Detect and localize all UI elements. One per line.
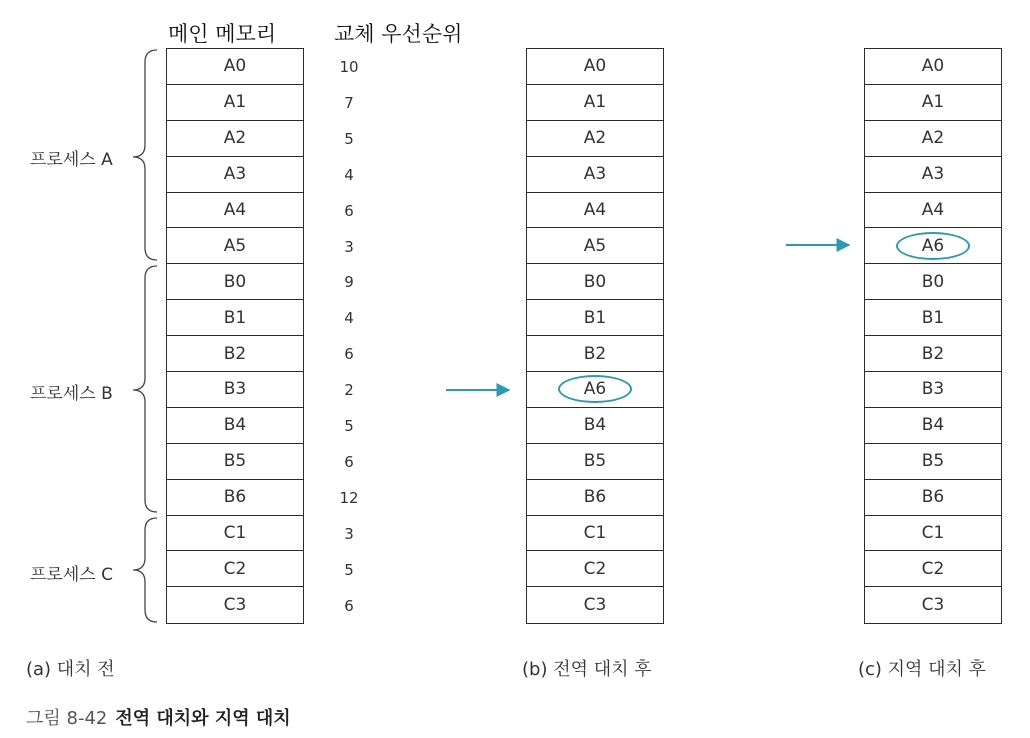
priority-value: 5: [344, 129, 354, 148]
process-c-label: 프로세스 C: [30, 565, 113, 585]
memory-cell: C3: [921, 595, 945, 616]
memory-cell: B4: [527, 408, 663, 444]
memory-cell: A0: [527, 49, 663, 85]
memory-cell: C1: [167, 516, 303, 552]
process-b-label: 프로세스 B: [30, 384, 113, 404]
memory-cell: B6: [865, 480, 1001, 516]
process-b-brace: [133, 266, 157, 512]
memory-cell: A0: [865, 49, 1001, 85]
memory-cell: A0: [167, 49, 303, 85]
memory-cell: C2: [527, 551, 663, 587]
memory-cell: B2: [865, 336, 1001, 372]
memory-cell: A1: [527, 85, 663, 121]
process-a-brace: [133, 50, 157, 260]
memory-cell: B4: [167, 408, 303, 444]
memory-cell: A2: [527, 121, 663, 157]
priority-value: 4: [344, 165, 354, 184]
process-a-label: 프로세스 A: [30, 150, 113, 170]
memory-cell: B3: [167, 372, 303, 408]
memory-cell: A6: [527, 372, 663, 408]
memory-cell: B0: [865, 264, 1001, 300]
memory-cell: B0: [527, 264, 663, 300]
memory-cell: C2: [167, 551, 303, 587]
memory-cell: C2: [865, 551, 1001, 587]
memory-cell: B1: [527, 300, 663, 336]
figure-title: 전역 대치와 지역 대치: [115, 708, 291, 729]
memory-cell: B2: [167, 336, 303, 372]
memory-cell: A1: [167, 85, 303, 121]
memory-cell: A5: [527, 228, 663, 264]
priority-value: 6: [344, 452, 354, 471]
memory-cell: B0: [167, 264, 303, 300]
memory-cell: B4: [865, 408, 1001, 444]
process-c-brace: [133, 518, 157, 622]
priority-value: 6: [344, 345, 354, 364]
memory-cell: B5: [527, 444, 663, 480]
memory-cell: A1: [865, 85, 1001, 121]
memory-cell: A3: [865, 157, 1001, 193]
figure-number: 그림 8-42: [26, 708, 108, 729]
priority-value: 5: [344, 417, 354, 435]
memory-cell: A2: [167, 121, 303, 157]
memory-cell: A5: [167, 228, 303, 264]
memory-cell: B5: [167, 444, 303, 480]
caption-global: (b) 전역 대치 후: [522, 659, 652, 680]
memory-cell: B6: [527, 480, 663, 516]
memory-cell: A4: [527, 193, 663, 229]
priority-value: 10: [339, 58, 359, 76]
priority-header: 교체 우선순위: [334, 22, 463, 46]
priority-value: 2: [344, 381, 354, 400]
memory-cell: B2: [527, 336, 663, 372]
memory-cell: A4: [167, 193, 303, 229]
figure-caption: [26, 704, 291, 730]
memory-cell: C3: [583, 595, 607, 616]
memory-cell: C1: [527, 516, 663, 552]
priority-value: 6: [344, 201, 354, 220]
memory-cell: A3: [167, 157, 303, 193]
memory-cell: B5: [865, 444, 1001, 480]
memory-cell: A6: [865, 228, 1001, 264]
priority-value: 3: [344, 237, 354, 256]
memory-cell: A4: [865, 193, 1001, 229]
memory-cell: C3: [223, 595, 247, 616]
priority-value: 6: [344, 596, 354, 615]
memory-cell: B1: [167, 300, 303, 336]
priority-value: 12: [339, 488, 359, 507]
memory-cell: B3: [865, 372, 1001, 408]
memory-cell: A3: [527, 157, 663, 193]
priority-value: 3: [344, 524, 354, 543]
priority-value: 5: [344, 560, 354, 579]
memory-cell: B1: [865, 300, 1001, 336]
priority-value: 7: [344, 93, 354, 112]
memory-cell: A2: [865, 121, 1001, 157]
priority-value: 9: [344, 273, 354, 292]
caption-local: (c) 지역 대치 후: [858, 659, 987, 680]
memory-cell: B6: [167, 480, 303, 516]
caption-before: (a) 대치 전: [26, 659, 115, 680]
memory-header: 메인 메모리: [168, 22, 277, 46]
priority-value: 4: [344, 309, 354, 328]
memory-cell: C1: [865, 516, 1001, 552]
